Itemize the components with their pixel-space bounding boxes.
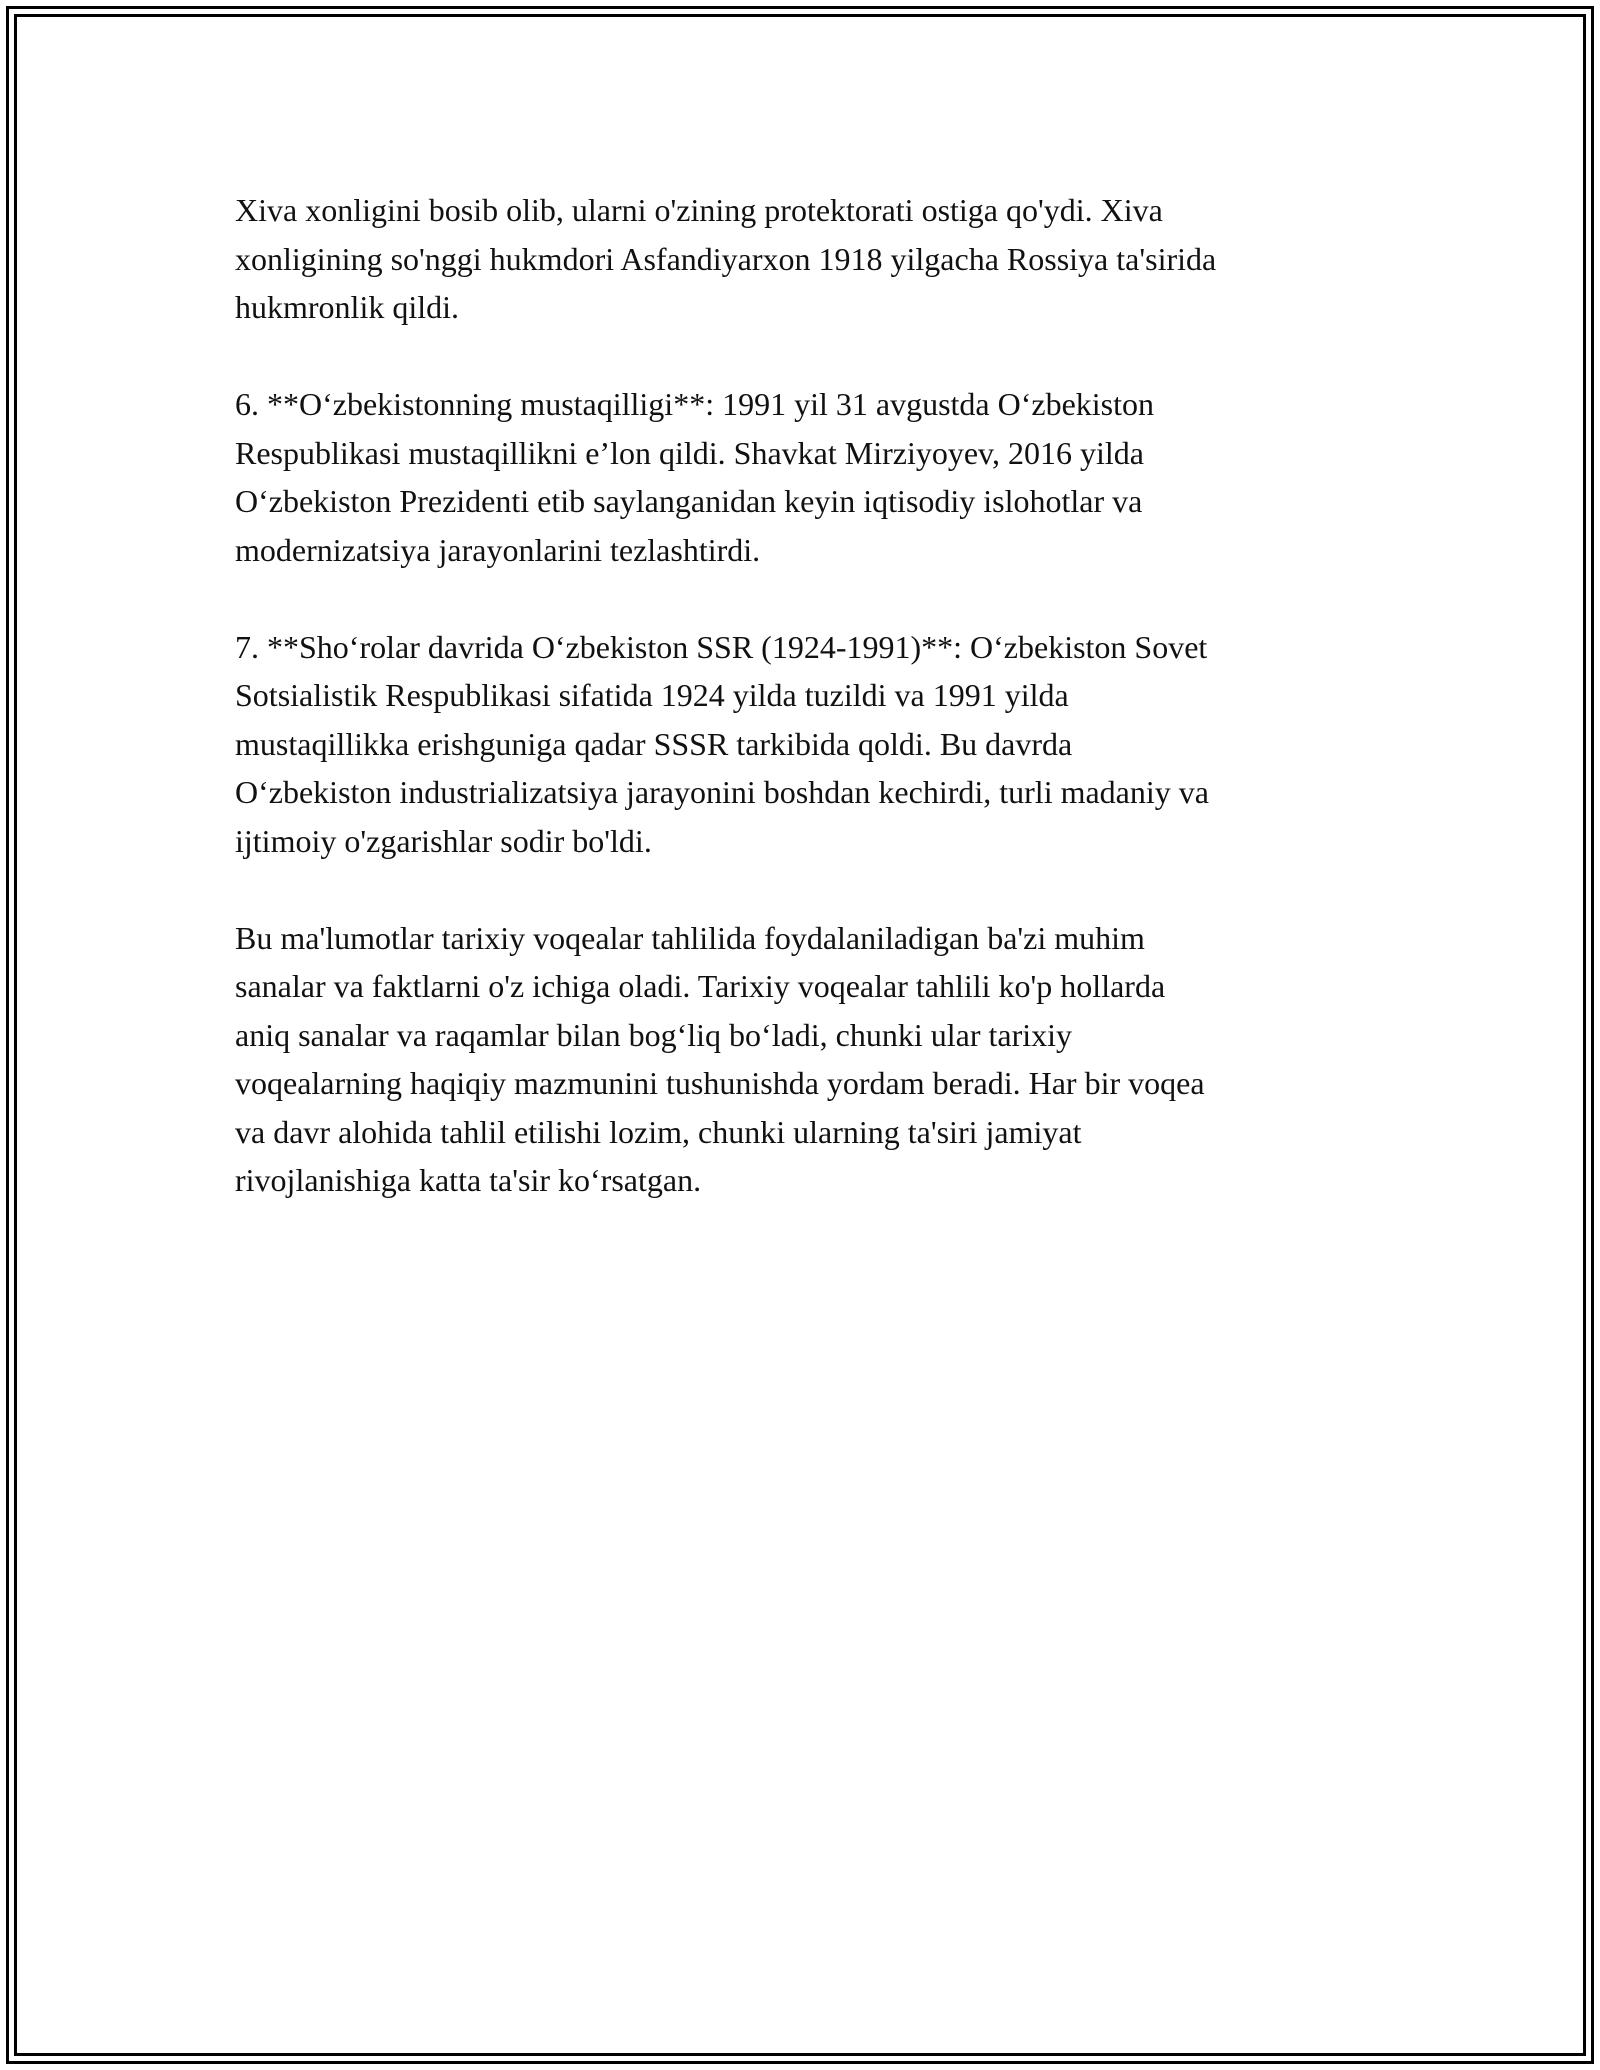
document-body bbox=[235, 186, 1375, 1253]
paragraph-soviet-period: 7. **Sho‘rolar davrida O‘zbekiston SSR (1924-1991)**: O‘zbekiston Sovet Sotsialistik Respublikasi sifatida 1924 yilda tuzildi va 1991 yilda mustaqillikka erishguniga qadar SSSR tarkibida qoldi. Bu davrda O‘zbekiston industrializatsiya jarayonini boshdan kechirdi, turli madaniy va ijtimoiy o'zgarishlar sodir bo'ldi. bbox=[235, 628, 1209, 859]
paragraph-independence: 6. **O‘zbekistonning mustaqilligi**: 1991 yil 31 avgustda O‘zbekiston Respublikasi mustaqillikni e’lon qildi. Shavkat Mirziyoyev, 2016 yilda O‘zbekiston Prezidenti etib saylanganidan keyin iqtisodiy islohotlar va modernizatsiya jarayonlarini tezlashtirdi. bbox=[235, 386, 1155, 568]
paragraph-conclusion: Bu ma'lumotlar tarixiy voqealar tahlilida foydalaniladigan ba'zi muhim sanalar va faktlarni o'z ichiga oladi. Tarixiy voqealar tahlili ko'p hollarda aniq sanalar va raqamlar bilan bog‘liq bo‘ladi, chunki ular tarixiy voqealarning haqiqiy mazmunini tushunishda yordam beradi. Har bir voqea va davr alohida tahlil etilishi lozim, chunki ularning ta'siri jamiyat rivojlanishiga katta ta'sir ko‘rsatgan. bbox=[235, 919, 1205, 1198]
paragraph-xiva-khanate: Xiva xonligini bosib olib, ularni o'zining protektorati ostiga qo'ydi. Xiva xonligining so'nggi hukmdori Asfandiyarxon 1918 yilgacha Rossiya ta'sirida hukmronlik qildi. bbox=[235, 192, 1217, 325]
